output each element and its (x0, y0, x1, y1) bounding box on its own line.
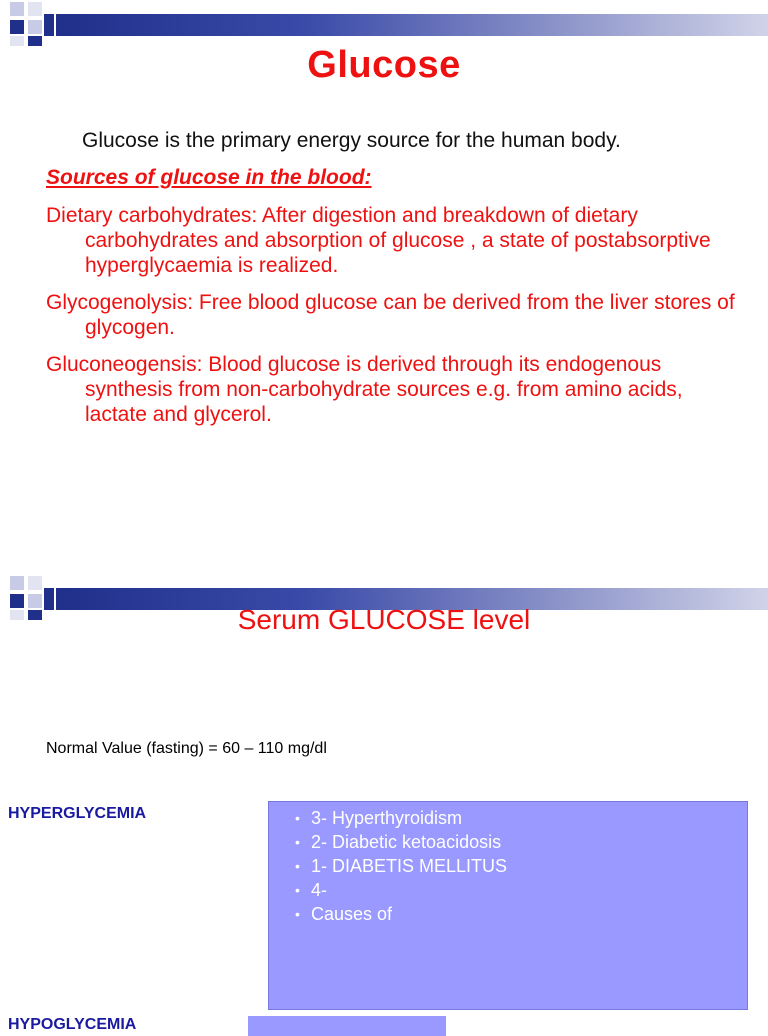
list-item: • 2- Diabetic ketoacidosis (295, 832, 502, 852)
decor-square (28, 576, 42, 590)
bullet-icon: • (295, 810, 300, 826)
bullet-icon: • (295, 858, 300, 874)
sources-heading: Sources of glucose in the blood: (46, 166, 372, 189)
hyperglycemia-causes-box (268, 801, 748, 1010)
decor-square (10, 576, 24, 590)
bullet-icon: • (295, 906, 300, 922)
intro-text: Glucose is the primary energy source for the human body. (82, 129, 621, 152)
slide-body (46, 128, 746, 427)
list-item: • Causes of (295, 904, 393, 924)
list-item: • 1- DIABETIS MELLITUS (295, 856, 508, 876)
source-paragraph: Glycogenolysis: Free blood glucose can be derived from the liver stores of glycogen. (46, 291, 735, 339)
decor-square (28, 2, 42, 16)
normal-value: Normal Value (fasting) = 60 – 110 mg/dl (46, 740, 327, 757)
hypoglycemia-label: HYPOGLYCEMIA (8, 1016, 137, 1033)
slide-title: Serum GLUCOSE level (237, 604, 531, 635)
bullet-icon: • (295, 834, 300, 850)
decor-square (28, 20, 42, 34)
decor-square (10, 2, 24, 16)
hypoglycemia-causes-box (248, 1016, 446, 1036)
list-item: • 3- Hyperthyroidism (295, 808, 463, 828)
slide-serum-glucose (0, 574, 768, 1033)
decor-square (10, 20, 24, 34)
header-band (0, 0, 768, 48)
source-paragraph: Gluconeogensis: Blood glucose is derived through its endogenous synthesis from non-carbohydrate sources e.g. from amino acids, lactate and glycerol. (46, 353, 683, 426)
slide-title: Glucose (307, 44, 461, 86)
decor-bar (56, 14, 768, 36)
bullet-icon: • (295, 882, 300, 898)
decor-square (44, 14, 54, 36)
list-item: • 4- (295, 880, 328, 900)
causes-list (269, 802, 747, 926)
hyperglycemia-label: HYPERGLYCEMIA (8, 805, 147, 822)
source-paragraph: Dietary carbohydrates: After digestion and breakdown of dietary carbohydrates and absorption of glucose , a state of postabsorptive hyperglycaemia is realized. (46, 204, 711, 277)
